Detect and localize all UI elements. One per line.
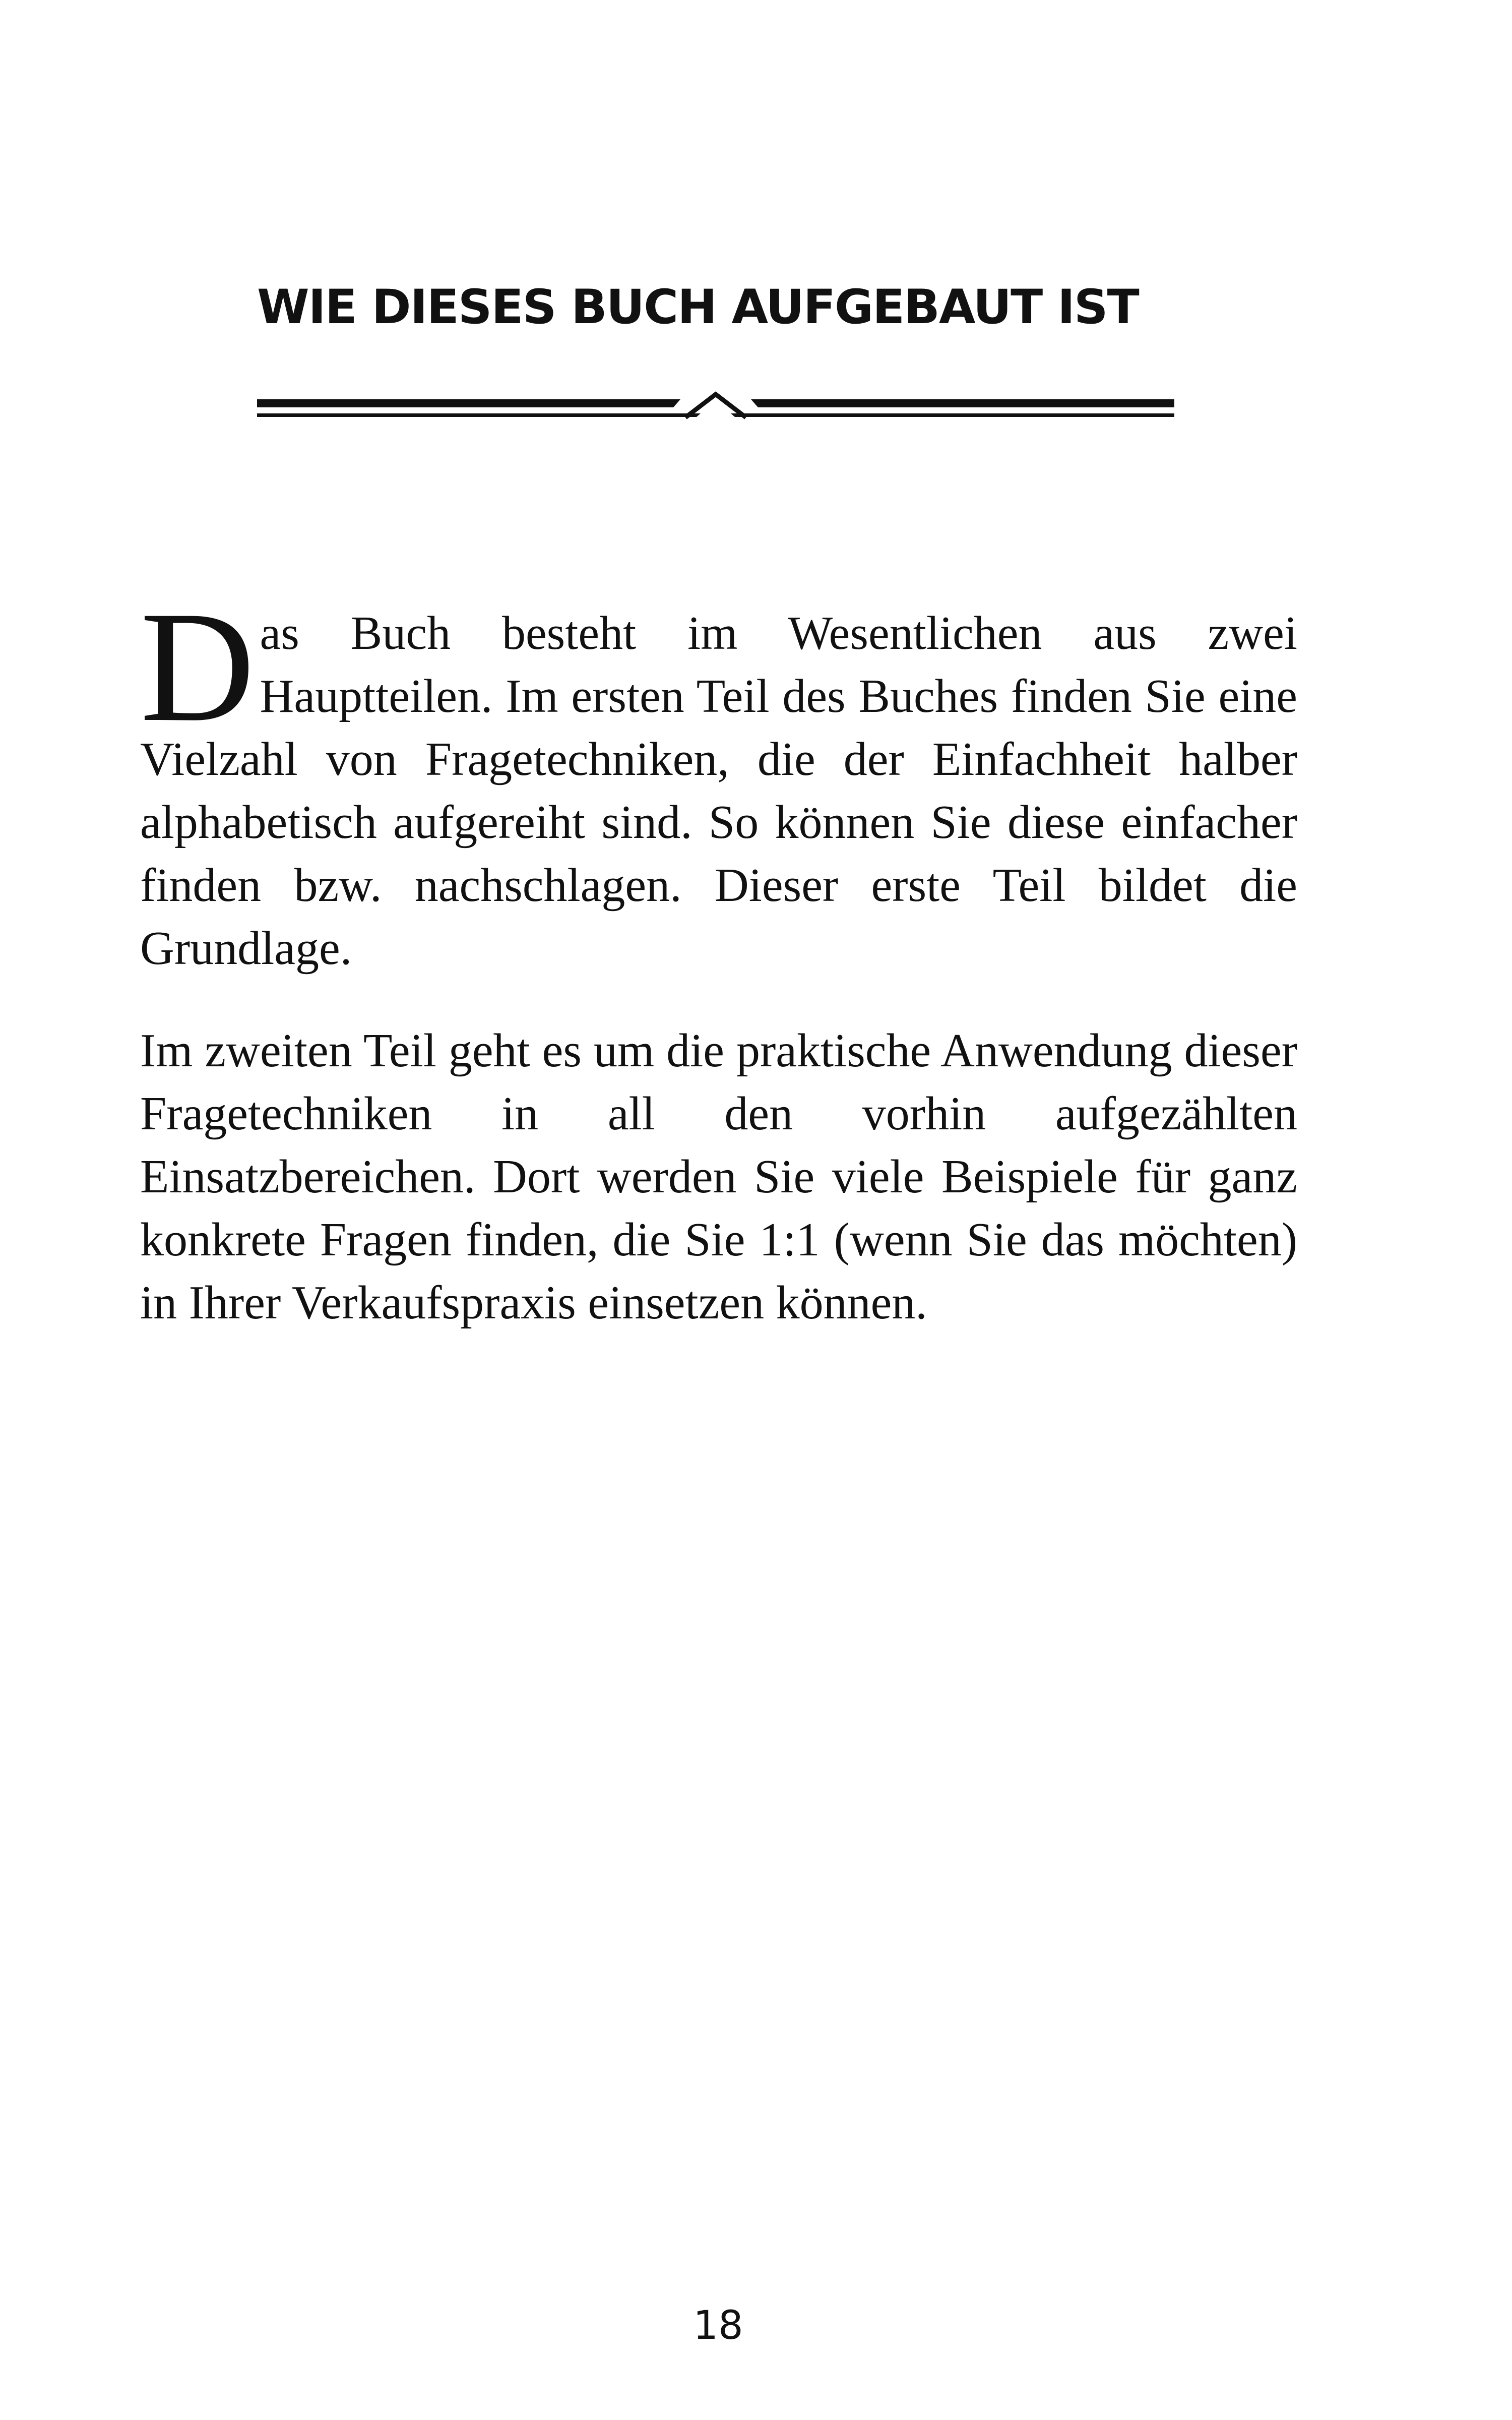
title-ornament-divider <box>257 389 1174 430</box>
paragraph-1-text: as Buch besteht im Wesentlichen aus zwei Hauptteilen. Im ersten Teil des Buches finden Sie eine Vielzahl von Fragetechniken, die der Einfachheit halber alphabetisch aufgereiht sind. So können Sie diese einfacher finden bzw. nachschlagen. Dieser erste Teil bildet die Grundlage. <box>140 607 1297 975</box>
paragraph-2: Im zweiten Teil geht es um die praktische Anwendung dieser Fragetechniken in all den vorhin aufgezählten Einsatzbereichen. Dort werden Sie viele Beispiele für ganz konkrete Fragen finden, die Sie 1:1 (wenn Sie das möchten) in Ihrer Verkaufspraxis einsetzen können. <box>140 1024 1297 1329</box>
paragraph-1 <box>140 579 1297 980</box>
drop-cap: D <box>140 579 255 755</box>
chapter-title: WIE DIESES BUCH AUFGEBAUT IST <box>257 280 1139 335</box>
page-number: 18 <box>693 2303 743 2348</box>
chapter-body <box>140 579 1297 1335</box>
